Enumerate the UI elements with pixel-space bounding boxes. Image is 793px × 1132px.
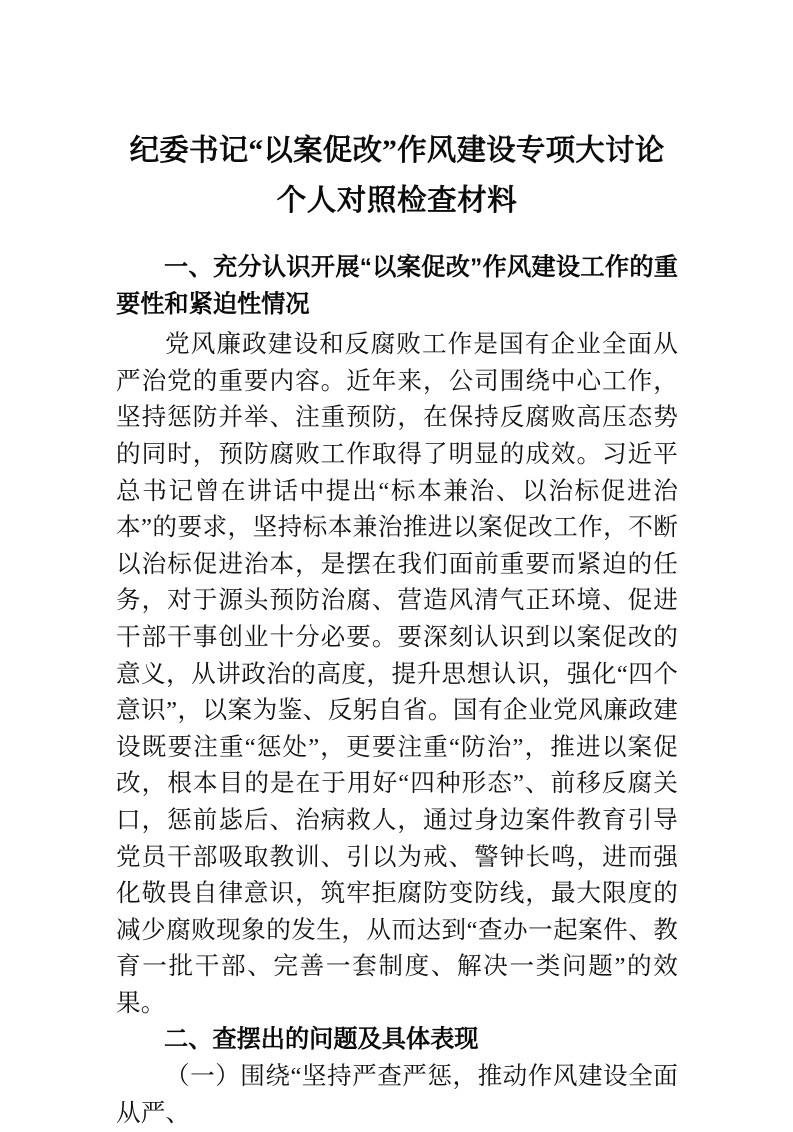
title-line-1: 纪委书记“以案促改”作风建设专项大讨论 (129, 135, 665, 167)
section-heading-1: 一、充分认识开展“以案促改”作风建设工作的重要性和紧迫性情况 (116, 254, 678, 318)
section-1-paragraph-1: 党风廉政建设和反腐败工作是国有企业全面从严治党的重要内容。近年来，公司围绕中心工作，坚持惩防并举、注重预防，在保持反腐败高压态势的同时，预防腐败工作取得了明显的成效。习近平总书记曾在讲话中提出“标本兼治、以治标促进治本”的要求，坚持标本兼治推进以案促改工作，不断以治标促进治本，是摆在我们面前重要而紧迫的任务，对于源头预防治腐、营造风清气正环境、促进干部干事创业十分必要。要深刻认识到以案促改的意义，从讲政治的高度，提升思想认识，强化“四个意识”，以案为鉴、反躬自省。国有企业党风廉政建设既要注重“惩处”，更要注重“防治”，推进以案促改，根本目的是在于用好“四种形态”、前移反腐关口，惩前毖后、治病救人，通过身边案件教育引导党员干部吸取教训、引以为戒、警钟长鸣，进而强化敬畏自律意识，筑牢拒腐防变防线，最大限度的减少腐败现象的发生，从而达到“查办一起案件、教育一批干部、完善一套制度、解决一类问题”的效果。 (116, 331, 678, 1017)
section-heading-2: 二、查摆出的问题及具体表现 (164, 1026, 479, 1054)
document-content (116, 0, 678, 1132)
page-title (116, 0, 678, 226)
section-2-paragraph-1: （一）围绕“坚持严查严惩，推动作风建设全面从严、 (116, 1063, 678, 1127)
title-line-2: 个人对照检查材料 (276, 185, 518, 217)
